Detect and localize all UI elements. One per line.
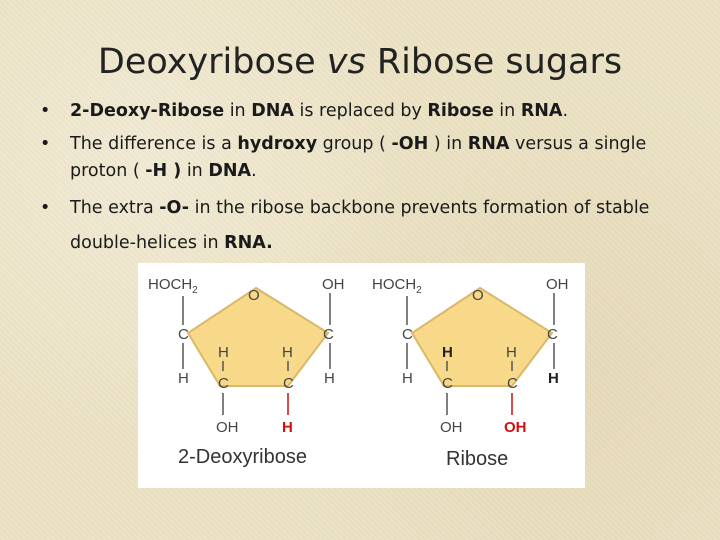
title-part-vs: vs	[326, 42, 366, 82]
text-fragment: in the ribose backbone prevents formation of stable double-helices in	[70, 198, 650, 253]
term-oh: -OH	[391, 134, 429, 154]
h-highlight-label: H	[282, 419, 293, 436]
carbon-bottom-right-label: C	[507, 375, 518, 392]
h-inner-right-label: H	[282, 344, 293, 361]
text-fragment: The difference is a	[70, 134, 238, 154]
carbon-left-label: C	[402, 326, 413, 343]
h-inner-left-label: H	[442, 344, 453, 361]
ring-oxygen-label: O	[472, 287, 484, 304]
sugar-structures-svg	[138, 263, 585, 488]
oh-bottom-label: OH	[216, 419, 239, 436]
ribose-structure	[372, 276, 569, 470]
text-fragment: in	[224, 101, 252, 121]
text-fragment: ) in	[428, 134, 468, 154]
text-fragment: in	[181, 161, 209, 181]
carbon-left-label: C	[178, 326, 189, 343]
text-fragment: is replaced by	[293, 101, 428, 121]
ring-oxygen-label: O	[248, 287, 260, 304]
hoch2-label: $HOCH_2$	[372, 276, 422, 296]
h-inner-right-label: H	[506, 344, 517, 361]
title-part-deoxyribose: Deoxyribose	[97, 42, 327, 82]
deoxyribose-structure	[148, 276, 345, 468]
h-inner-left-label: H	[218, 344, 229, 361]
bullet-item-3	[40, 191, 690, 261]
bullet-dot: •	[40, 134, 51, 154]
bullet-list	[40, 98, 690, 267]
carbon-bottom-right-label: C	[283, 375, 294, 392]
bullet-item-1	[40, 98, 690, 125]
carbon-right-label: C	[323, 326, 334, 343]
h-right-label: H	[548, 370, 559, 387]
bullet-dot: •	[40, 198, 51, 218]
ribose-caption: Ribose	[446, 448, 509, 470]
deoxyribose-caption: 2-Deoxyribose	[178, 446, 307, 468]
term-rna: RNA	[467, 134, 510, 154]
term-hydroxy: hydroxy	[237, 134, 318, 154]
text-fragment: .	[562, 101, 569, 121]
hoch2-label: $HOCH_2$	[148, 276, 198, 296]
term-dna: DNA	[208, 161, 252, 181]
oh-highlight-label: OH	[504, 419, 527, 436]
text-fragment: versus a single proton (	[70, 134, 647, 181]
term-ribose: Ribose	[427, 101, 494, 121]
sugar-structures-figure	[138, 263, 585, 488]
oh-top-label: OH	[322, 276, 345, 293]
term-2-deoxy-ribose: 2-Deoxy-Ribose	[70, 101, 225, 121]
text-fragment: .	[251, 161, 257, 181]
carbon-bottom-left-label: C	[218, 375, 229, 392]
term-dna: DNA	[251, 101, 294, 121]
slide-title	[0, 42, 720, 82]
carbon-bottom-left-label: C	[442, 375, 453, 392]
carbon-right-label: C	[547, 326, 558, 343]
h-left-label: H	[402, 370, 413, 387]
h-left-label: H	[178, 370, 189, 387]
term-rna: RNA	[520, 101, 563, 121]
h-right-label: H	[324, 370, 335, 387]
term-h: -H )	[145, 161, 182, 181]
term-rna: RNA	[224, 233, 267, 253]
text-fragment: The extra	[70, 198, 160, 218]
bullet-item-2	[40, 131, 690, 185]
term-o: -O-	[159, 198, 190, 218]
bullet-dot: •	[40, 101, 51, 121]
text-fragment: in	[493, 101, 521, 121]
text-fragment: group (	[317, 134, 392, 154]
title-part-ribose-sugars: Ribose sugars	[365, 42, 623, 82]
text-fragment: .	[266, 233, 273, 253]
oh-bottom-label: OH	[440, 419, 463, 436]
oh-top-label: OH	[546, 276, 569, 293]
